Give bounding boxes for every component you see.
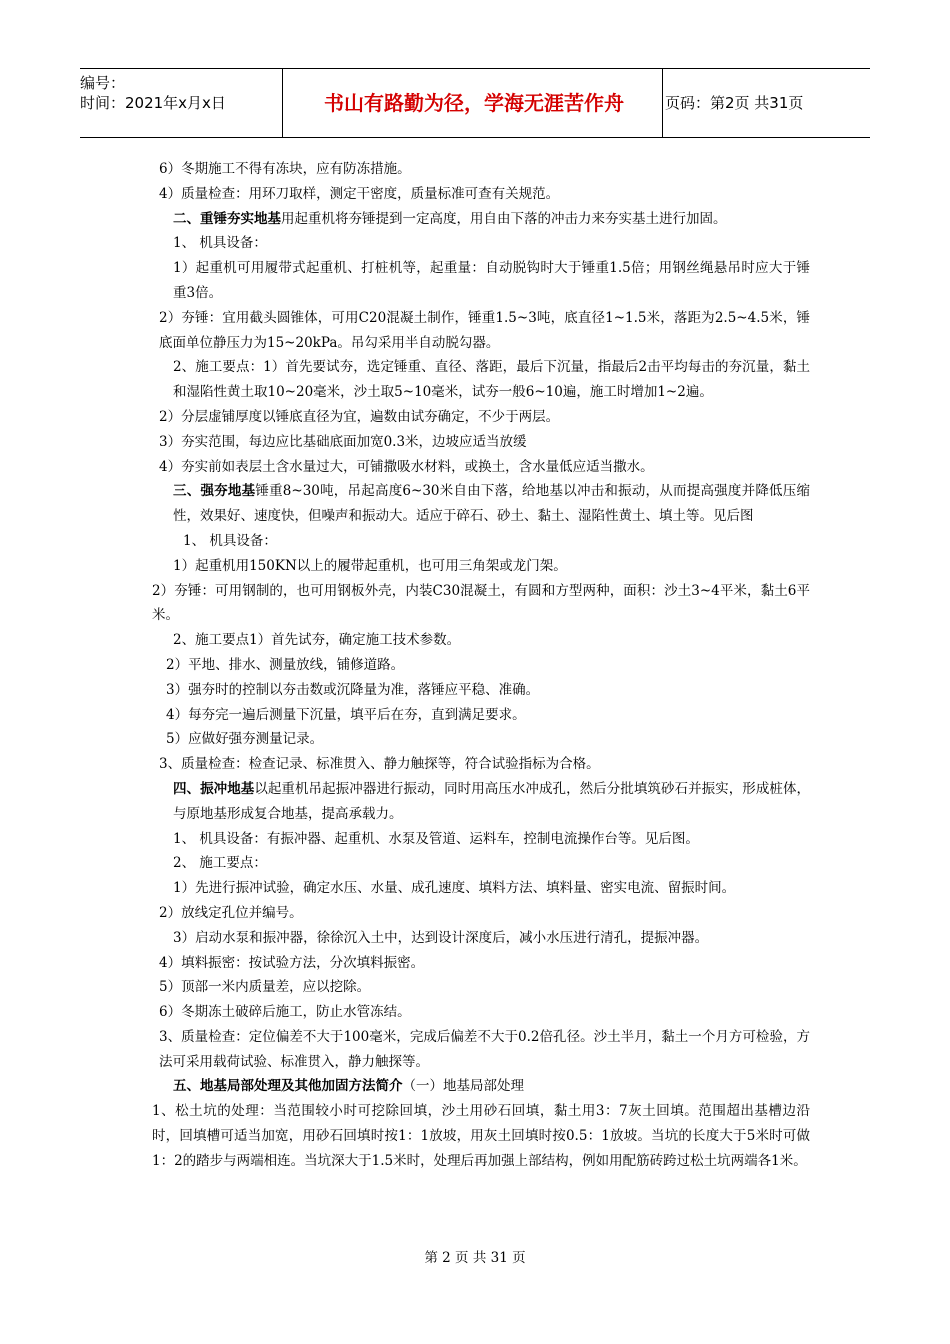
paragraph: 6）冬期施工不得有冻块，应有防冻措施。 <box>159 161 411 177</box>
header-divider <box>662 69 663 137</box>
paragraph: 3）夯实范围，每边应比基础底面加宽0.3米，边坡应适当放缓 <box>159 433 527 450</box>
paragraph: 1、松土坑的处理：当范围较小时可挖除回填，沙土用砂石回填，黏土用3：7灰土回填。范围超出基槽边沿时，回填槽可适当加宽，用砂石回填时按1：1放坡，用灰土回填时按0.5：1放坡。当坑的长度大于5米时可做1：2的踏步与两端相连。当坑深大于1.5米时，处理后再加强上部结构，例如用配筋砖跨过松土坑两端各1米。 <box>152 1103 810 1169</box>
section-heading: 三、强夯地基 <box>173 483 256 500</box>
paragraph: 1）起重机可用履带式起重机、打桩机等，起重量：自动脱钩时大于锤重1.5倍；用钢丝绳悬吊时应大于锤重3倍。 <box>173 260 810 301</box>
paragraph: 2）夯锤：可用钢制的，也可用钢板外壳，内装C30混凝土，有圆和方型两种，面积：沙土3~4平米，黏土6平米。 <box>152 582 810 624</box>
paragraph: 2）放线定孔位并编号。 <box>159 904 303 921</box>
header-motto: 书山有路勤为径，学海无涯苦作舟 <box>324 91 624 115</box>
section-heading: 五、地基局部处理及其他加固方法简介 <box>173 1078 403 1095</box>
paragraph: 2）夯锤：宜用截头圆锥体，可用C20混凝土制作，锤重1.5~3吨，底直径1~1.5米，落距为2.5~4.5米，锤底面单位静压力为15~20kPa。吊勾采用半自动脱勾器。 <box>159 309 810 351</box>
paragraph: 3、质量检查：检查记录、标准贯入、静力触探等，符合试验指标为合格。 <box>159 756 600 773</box>
paragraph: 3）启动水泵和振冲器，徐徐沉入土中，达到设计深度后，减小水压进行清孔，提振冲器。 <box>173 929 709 946</box>
header-page-label: 页码：第2页 共31页 <box>665 94 804 112</box>
paragraph: 4）填料振密：按试验方法，分次填料振密。 <box>159 954 425 971</box>
paragraph: 3、质量检查：定位偏差不大于100毫米，完成后偏差不大于0.2倍孔径。沙土半月，黏土一个月方可检验，方法可采用载荷试验、标准贯入，静力触探等。 <box>159 1028 810 1070</box>
header-divider <box>282 69 283 137</box>
paragraph: 5）应做好强夯测量记录。 <box>166 731 324 748</box>
paragraph: 4）质量检查：用环刀取样，测定干密度，质量标准可查有关规范。 <box>159 185 560 202</box>
paragraph: 2、 施工要点： <box>173 855 267 872</box>
doc-number-label: 编号： <box>80 74 126 92</box>
doc-time-label: 时间：2021年x月x日 <box>80 94 226 112</box>
section-heading: 二、重锤夯实地基 <box>173 210 281 227</box>
paragraph: 1）起重机用150KN以上的履带起重机，也可用三角架或龙门架。 <box>173 557 567 574</box>
paragraph: 1、 机具设备：有振冲器、起重机、水泵及管道、运料车，控制电流操作台等。见后图。 <box>173 830 699 847</box>
section-heading-paragraph: 四、振冲地基以起重机吊起振冲器进行振动，同时用高压水冲成孔，然后分批填筑砂石并振实，形成桩体，与原地基形成复合地基，提高承载力。 <box>173 780 811 822</box>
page-header <box>80 68 870 138</box>
section-heading: 四、振冲地基 <box>173 780 255 797</box>
paragraph: 3）强夯时的控制以夯击数或沉降量为准，落锤应平稳、准确。 <box>166 681 540 698</box>
section-heading-paragraph: 三、强夯地基锤重8~30吨，吊起高度6~30米自由下落，给地基以冲击和振动，从而提高强度并降低压缩性，效果好、速度快，但噪声和振动大。适应于碎石、砂土、黏土、湿陷性黄土、填土等。见后图 <box>173 483 810 525</box>
page-footer: 第 2 页 共 31 页 <box>424 1250 526 1266</box>
header-meta <box>80 73 280 113</box>
section-heading-paragraph: 二、重锤夯实地基用起重机将夯锤提到一定高度，用自由下落的冲击力来夯实基土进行加固。 <box>173 210 727 227</box>
paragraph: 1）先进行振冲试验，确定水压、水量、成孔速度、填料方法、填料量、密实电流、留振时间。 <box>173 880 736 897</box>
paragraph: 6）冬期冻土破碎后施工，防止水管冻结。 <box>159 1004 411 1021</box>
paragraph: 1、 机具设备： <box>173 235 267 252</box>
paragraph: 5）顶部一米内质量差，应以挖除。 <box>159 979 371 996</box>
document-body <box>145 157 810 1174</box>
paragraph: 2、施工要点：1）首先要试夯，选定锤重、直径、落距，最后下沉量，指最后2击平均每击的夯沉量，黏土和湿陷性黄土取10~20毫米，沙土取5~10毫米，试夯一般6~10遍，施工时增加1~2遍。 <box>173 359 810 401</box>
paragraph: 1、 机具设备： <box>183 532 277 549</box>
paragraph: 4）夯实前如表层土含水量过大，可铺撒吸水材料，或换土，含水量低应适当撒水。 <box>159 458 654 475</box>
paragraph: 2）分层虚铺厚度以锤底直径为宜，遍数由试夯确定，不少于两层。 <box>159 408 560 425</box>
paragraph: 2、施工要点1）首先试夯，确定施工技术参数。 <box>173 632 461 649</box>
paragraph: 4）每夯完一遍后测量下沉量，填平后在夯，直到满足要求。 <box>166 706 526 723</box>
section-heading-paragraph: 五、地基局部处理及其他加固方法简介（一）地基局部处理 <box>173 1078 524 1095</box>
paragraph: 2）平地、排水、测量放线，铺修道路。 <box>166 656 405 673</box>
